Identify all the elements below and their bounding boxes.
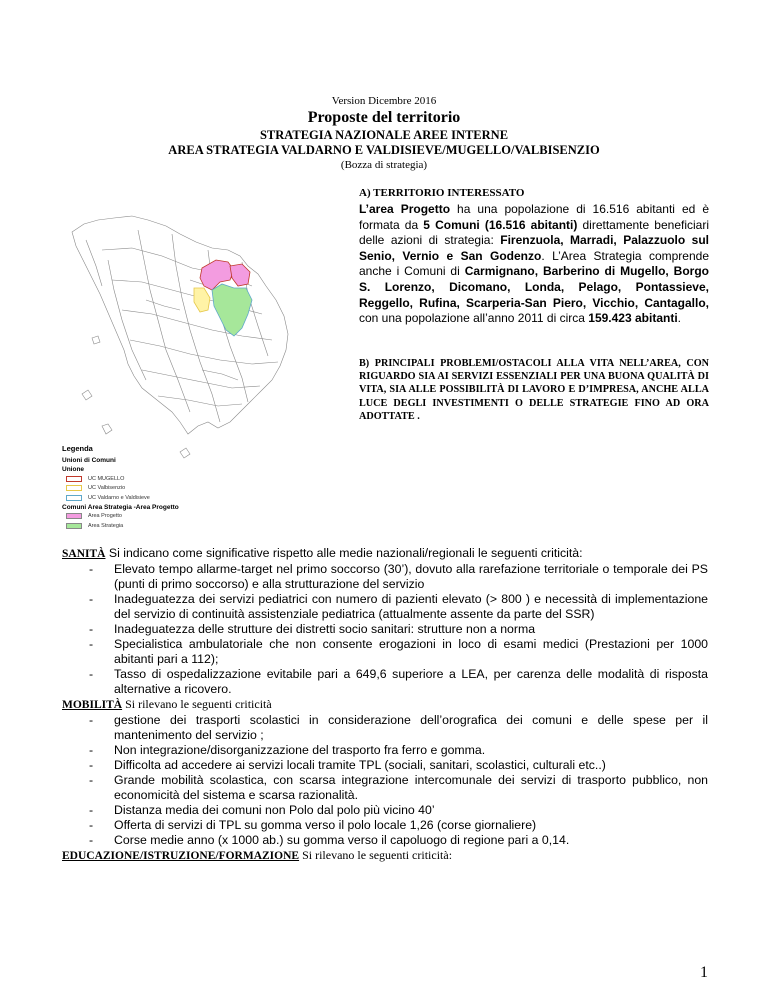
region-outline: [72, 216, 288, 434]
list-item: - Elevato tempo allarme-target nel primo soccorso (30’), dovuto alla rarefazione territoriale o temporale dei PS (punti di primo soccorso) e alla strutturazione del servizio: [88, 562, 708, 591]
sanita-paragraph: SANITÀ Si indicano come significative rispetto alle medie nazionali/regionali le seguenti criticità:: [62, 546, 583, 560]
legend-group-comuni: Comuni Area Strategia -Area Progetto: [62, 503, 179, 511]
legend-item-strategia: Area Strategia: [62, 521, 262, 531]
legend-item-valdarno: UC Valdarno e Valdisieve: [62, 493, 262, 503]
map-legend: [62, 444, 262, 531]
list-item: - Difficolta ad accedere ai servizi locali tramite TPL (sociali, sanitari, scolastici, culturali etc..): [88, 758, 606, 772]
subtitle: (Bozza di strategia): [340, 159, 428, 171]
section-a-body: L’area Progetto ha una popolazione di 16.516 abitanti ed è formata da 5 Comuni (16.516 abitanti) direttamente beneficiari delle azioni di strategia: Firenzuola, Marradi, Palazzuolo sul Senio, Vernio e San Godenzo. L’Area Strategia comprende anche i Comuni di Carmignano, Barberino di Mugello, Borgo S. Lorenzo, Dicomano, Londa, Pelago, Pontassieve, Reggello, Rufina, Scarperia-San Piero, Vicchio, Cantagallo, con una popolazione all’anno 2011 di circa 159.423 abitanti.: [359, 202, 710, 326]
mobilita-paragraph: MOBILITÀ Si rilevano le seguenti criticità: [62, 697, 272, 711]
list-item: - gestione dei trasporti scolastici in considerazione dell’orografica dei comuni e delle spese per il mantenimento del servizio ;: [88, 713, 708, 742]
area-progetto: [200, 260, 234, 290]
list-item: - Inadeguatezza dei servizi pediatrici con numero di pazienti elevato (> 800 ) e necessità di implementazione del servizio di continuità assistenziale pediatrica (attualmente assente da parte del SSR): [88, 592, 708, 621]
list-item: - Offerta di servizi di TPL su gomma verso il polo locale 1,26 (corse giornaliere): [88, 818, 537, 832]
list-item: - Distanza media dei comuni non Polo dal polo più vicino 40’: [88, 803, 435, 817]
section-b-title: B) PRINCIPALI PROBLEMI/OSTACOLI ALLA VITA NELL’AREA, CON RIGUARDO SIA AI SERVIZI ESSENZIALI PER UNA BUONA QUALITÀ DI VITA, SIA ALLE POSSIBILITÀ DI LAVORO E D’IMPRESA, ANCHE ALLA LUCE DEGLI INVESTIMENTI O DELLE STRATEGIE FINO AD ORA ADOTTATE .: [359, 358, 709, 422]
educazione-paragraph: EDUCAZIONE/ISTRUZIONE/FORMAZIONE Si rilevano le seguenti criticità:: [62, 848, 453, 862]
list-item: - Non integrazione/disorganizzazione del trasporto fra ferro e gomma.: [88, 743, 486, 757]
section-a-title: A) TERRITORIO INTERESSATO: [359, 187, 525, 199]
mobilita-heading: MOBILITÀ: [62, 699, 123, 711]
document-body: [62, 546, 708, 864]
list-item: - Corse medie anno (x 1000 ab.) su gomma verso il capoluogo di regione pari a 0,14.: [88, 833, 570, 847]
legend-group-unioni: Unioni di Comuni: [62, 457, 116, 464]
list-item: - Specialistica ambulatoriale che non consente erogazioni in loco di esami medici (Prestazioni per 1000 abitanti pari a 112);: [88, 637, 708, 666]
educazione-heading: EDUCAZIONE/ISTRUZIONE/FORMAZIONE: [62, 850, 300, 862]
legend-item-valbisenzio: UC Valbisenzio: [62, 484, 262, 494]
legend-group-unione: Unione: [62, 466, 85, 473]
list-item: - Inadeguatezza delle strutture dei distretti socio sanitari: strutture non a norma: [88, 622, 536, 636]
page-number: 1: [700, 964, 708, 981]
tuscany-map: [62, 190, 317, 460]
version-line: Version Dicembre 2016: [331, 95, 437, 107]
legend-title: Legenda: [62, 444, 93, 453]
area-strategia: [212, 284, 252, 336]
list-item: - Grande mobilità scolastica, con scarsa integrazione intercomunale dei servizi di trasporto pubblico, non economicità del sistema e scarsa razionalità.: [88, 773, 708, 802]
page-title: Proposte del territorio: [307, 109, 461, 126]
heading-line-2: AREA STRATEGIA VALDARNO E VALDISIEVE/MUGELLO/VALBISENZIO: [168, 143, 600, 157]
list-item: - Tasso di ospedalizzazione evitabile pari a 649,6 superiore a LEA, per carenza delle modalità di risposta alternative a ricovero.: [88, 667, 708, 696]
heading-line-1: STRATEGIA NAZIONALE AREE INTERNE: [259, 128, 509, 142]
legend-item-progetto: Area Progetto: [62, 512, 262, 522]
sanita-heading: SANITÀ: [62, 548, 106, 560]
legend-item-mugello: UC MUGELLO: [62, 474, 262, 484]
